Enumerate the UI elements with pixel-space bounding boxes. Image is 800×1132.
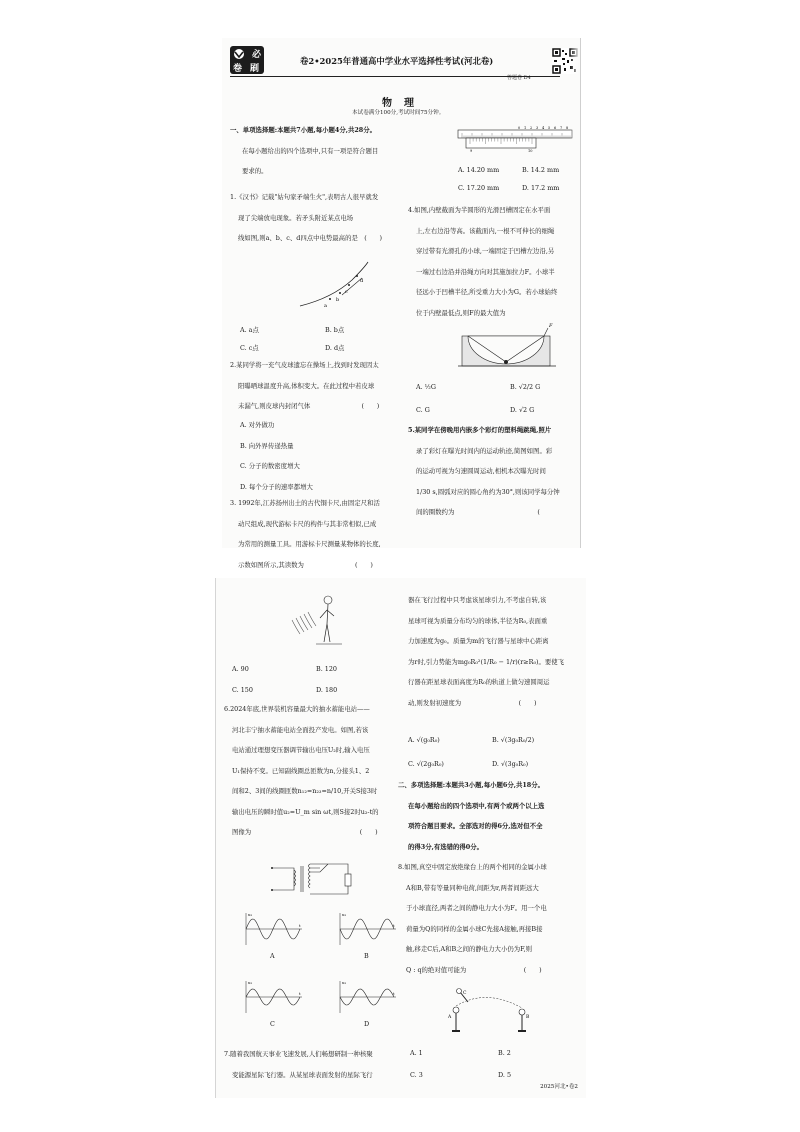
question-3: 3. 1992年,江苏扬州出土的古代铜卡尺,由固定尺和活 动尺组成,现代游标卡尺的构件与其非常相似,已成 为常用的测量工具。用游标卡尺测量某物体的长度, 示数如图所示,其读数为 ( ) — [230, 499, 381, 569]
vernier-caliper-figure — [458, 126, 573, 152]
q2-option-b[interactable]: B. 向外界传递热量 — [240, 441, 294, 450]
svg-text:1: 1 — [524, 126, 527, 130]
q6-graph-a — [236, 912, 304, 946]
q4-option-b[interactable]: B. √2/2 G — [510, 383, 541, 391]
q7-option-a[interactable]: A. √(g₀R₀) — [408, 736, 440, 744]
q8-option-d[interactable]: D. 5 — [498, 1071, 512, 1079]
exam-page-2 — [215, 578, 586, 1098]
q3-option-d[interactable]: D. 17.2 mm — [522, 184, 560, 192]
svg-text:8: 8 — [566, 126, 569, 130]
question-1: 1.《汉书》记载"姑句家矛端生火",表明古人很早就发 现了尖端放电现象。若矛头附近某点电场 线如图,则a、b、c、d四点中电势最高的是 ( ) — [230, 193, 383, 242]
q7-option-d[interactable]: D. √(3g₀R₀) — [492, 760, 529, 768]
q5-option-b[interactable]: B. 120 — [316, 665, 337, 673]
svg-text:3: 3 — [536, 126, 539, 130]
force-label: F — [549, 323, 553, 329]
question-2: 2.某同学将一充气皮球遗忘在操场上,找到时发现因太 阳曝晒球温度升高,体积变大。在此过程中若皮球 未漏气,则皮球内封闭气体 ( ) — [230, 361, 380, 410]
svg-text:2: 2 — [530, 126, 533, 130]
page-footer: 2025河北•卷2 — [540, 1084, 578, 1090]
svg-text:t: t — [393, 923, 395, 928]
q8-option-c[interactable]: C. 3 — [410, 1071, 423, 1079]
brand-logo-icon — [230, 46, 264, 74]
transformer-diagram — [268, 858, 358, 900]
ball-label-a: A — [448, 1015, 452, 1020]
charged-spheres-figure — [446, 990, 532, 1038]
q3-option-c[interactable]: C. 17.20 mm — [458, 184, 500, 192]
svg-text:u₂: u₂ — [248, 980, 253, 985]
logo-char-right: 刷 — [250, 64, 260, 74]
q5-option-c[interactable]: C. 150 — [232, 686, 253, 694]
point-label-b: b — [336, 297, 340, 303]
svg-text:7: 7 — [560, 126, 563, 130]
q1-option-d[interactable]: D. d点 — [325, 344, 345, 352]
question-5: 5.某同学在傍晚用内嵌多个彩灯的塑料绳跳绳,照片 录了彩灯在曝光时间内的运动轨迹,简图如图。彩 的运动可视为匀速圆周运动,相机本次曝光时间 1/30 s,圆弧对应的圆心角约为30°,则该同学每分钟 间的圈数约为 ( — [408, 426, 560, 516]
exam-title: 卷2•2025年普通高中学业水平选择性考试(河北卷) — [300, 56, 494, 66]
svg-text:t: t — [299, 923, 301, 928]
q2-option-d[interactable]: D. 每个分子的速率都增大 — [240, 482, 313, 491]
svg-text:4: 4 — [542, 126, 545, 130]
logo-char-top: 必 — [252, 50, 262, 60]
q6-option-c[interactable]: C — [270, 1020, 275, 1028]
q2-options — [240, 415, 313, 497]
q7-option-b[interactable]: B. √(3g₀R₀/2) — [492, 736, 535, 744]
q3-option-b[interactable]: B. 14.2 mm — [522, 166, 560, 174]
q1-option-c[interactable]: C. c点 — [240, 344, 259, 352]
section-single-choice: 一、单项选择题:本题共7小题,每小题4分,共28分。 在每小题给出的四个选项中,只有一项是符合题目 要求的。 — [230, 126, 379, 175]
logo-char-left: 卷 — [233, 64, 243, 74]
q6-graph-d — [330, 980, 398, 1014]
exam-note: 本试卷满分100分,考试时间75分钟。 — [352, 110, 445, 116]
question-7-continued: 器在飞行过程中只考虑该星球引力,不考虑自转,该 星球可视为质量分布均匀的球体,半径为R₀,表面重 力加速度为g₀。质量为m的飞行器与星球中心距离 为r时,引力势能为mg₀R₀²(1/R₀ − 1/r)(r≥R₀)。要使飞 行器在距星球表面高度为R₀的轨道上做匀速圆周运 动,则发射初速度为 ( ) — [408, 596, 565, 707]
section-multi-choice: 二、多项选择题:本题共3小题,每小题6分,共18分。 在每小题给出的四个选项中,有两个或两个以上选 项符合题目要求。全部选对的得6分,选对但不全 的得3分,有选错的得0分。 — [398, 781, 545, 851]
svg-text:t: t — [299, 991, 301, 996]
q1-option-a[interactable]: A. a点 — [240, 326, 259, 334]
svg-text:0: 0 — [518, 126, 521, 130]
q4-option-d[interactable]: D. √2 G — [510, 406, 535, 414]
q2-option-c[interactable]: C. 分子的数密度增大 — [240, 462, 300, 470]
svg-text:t: t — [393, 991, 395, 996]
q4-option-c[interactable]: C. G — [416, 406, 430, 414]
q5-option-d[interactable]: D. 180 — [316, 686, 338, 694]
semicircle-groove-figure — [458, 322, 558, 372]
point-label-c: c — [345, 289, 348, 295]
point-label-a: a — [324, 303, 327, 309]
q1-option-b[interactable]: B. b点 — [325, 326, 345, 334]
q7-option-c[interactable]: C. √(2g₀R₀) — [408, 760, 444, 768]
question-8: 8.如图,真空中固定放绝缘台上的两个相同的金属小球 A和B,带有等量同种电荷,间距为r,两者间距远大 于小球直径,两者之间的静电力大小为F。用一个电 荷量为Q的同样的金属小球C先接A接触,再接B接 触,移走C后,A和B之间的静电力大小仍为F,则 Q : q的绝对值可能为 ( ) — [398, 863, 547, 974]
page-edge-fade — [570, 38, 580, 548]
q3-option-a[interactable]: A. 14.20 mm — [458, 166, 500, 174]
q6-graph-c — [236, 980, 304, 1014]
svg-text:9: 9 — [470, 149, 473, 153]
q6-graph-b — [330, 912, 398, 946]
q6-option-d[interactable]: D — [364, 1020, 370, 1028]
q8-option-a[interactable]: A. 1 — [410, 1049, 423, 1057]
jump-rope-figure — [290, 590, 360, 658]
q5-option-a[interactable]: A. 90 — [232, 665, 249, 673]
question-7-start: 7.随着我国航天事业飞速发展,人们畅想研制一种核聚 变能源星际飞行器。从某星球表面发射的星际飞行 — [224, 1050, 373, 1079]
exam-page-1 — [222, 38, 581, 569]
ball-label-c: C — [463, 991, 467, 996]
question-4: 4.如图,内壁截面为半圆形的光滑凹槽固定在水平面 上,左右边沿等高。该截面内,一根不可伸长的细绳 穿过带有光滑孔的小球,一端固定于凹槽左边沿,另 一端过右边沿并沿绳方向对其施加拉力F。小球半 径远小于凹槽半径,所受重力大小为G。若小球始终 位于内壁最低点,则F的最大值为 — [408, 206, 558, 317]
svg-text:10: 10 — [528, 149, 533, 153]
question-6: 6.2024年底,世界装机容量最大的抽水蓄能电站—— 河北丰宁抽水蓄能电站全面投产发电。如图,若该 电站通过理想变压器调节输出电压U₂时,输入电压 U₁保持不变。已知副线圈总匝数为n,分接头1、2 间和2、3间的线圈匝数n₁₂=n₂₃=n/10,开关S接3时 输出电压的瞬时值u₂=U_m sin ωt,则S接2时u₂-t的 图像为 ( ) — [224, 705, 379, 836]
q2-option-a[interactable]: A. 对外做功 — [240, 421, 275, 429]
q4-option-a[interactable]: A. ½G — [416, 383, 436, 391]
subject-title: 物理 — [382, 98, 426, 109]
svg-text:u₂: u₂ — [248, 912, 253, 917]
header-tag: 答题卷 D4 — [507, 75, 531, 81]
ball-label-b: B — [526, 1015, 530, 1020]
svg-text:5: 5 — [548, 126, 551, 130]
point-label-d: d — [360, 278, 364, 284]
svg-text:u₂: u₂ — [342, 980, 347, 985]
svg-text:u₂: u₂ — [342, 912, 347, 917]
q8-option-b[interactable]: B. 2 — [498, 1049, 511, 1057]
svg-text:6: 6 — [554, 126, 557, 130]
q6-option-a[interactable]: A — [270, 952, 275, 960]
field-line-diagram — [292, 260, 382, 310]
q6-option-b[interactable]: B — [364, 952, 369, 960]
